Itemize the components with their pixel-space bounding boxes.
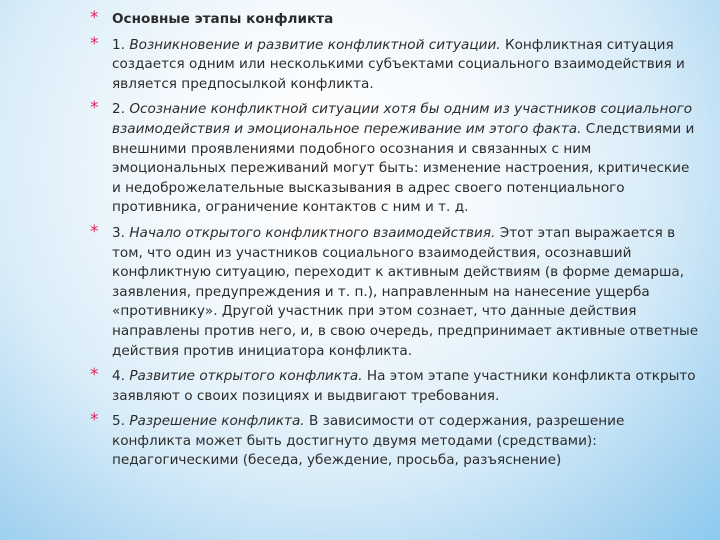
stage-text: Этот этап выражается в том, что один из участников социального взаимодействия, осознавший конфликтную ситуацию, переходит к активным действиям (в форме демарша, заявления, предупреждения и т. п.), направленным на нанесение ущерба «противнику». Другой участник при этом сознает, что данные действия направлены против него, и, в свою очередь, предпринимает активные ответные действия против инициатора конфликта. (112, 224, 699, 359)
stage-number: 3. (112, 224, 125, 241)
stage-number: 2. (112, 101, 125, 118)
stage-item-5 (90, 412, 700, 471)
bullet-icon: * (90, 33, 99, 54)
stage-term: Развитие открытого конфликта. (129, 368, 363, 385)
stage-text: В зависимости от содержания, разрешение конфликта может быть достигнуто двумя методами (средствами): педагогическими (беседа, убеждение, просьба, разъяснение) (112, 413, 625, 469)
title-item (90, 10, 700, 30)
stage-number: 4. (112, 368, 125, 385)
stage-term: Осознание конфликтной ситуации хотя бы одним из участников социального взаимодействия и эмоциональное переживание им этого факта. (112, 101, 693, 137)
stage-term: Разрешение конфликта. (129, 413, 305, 430)
bullet-icon: * (90, 98, 99, 119)
bullet-icon: * (90, 365, 99, 386)
stage-number: 1. (112, 36, 125, 53)
slide-content (90, 10, 700, 477)
stage-text: Конфликтная ситуация создается одним или несколькими субъектами социального взаимодействия и является предпосылкой конфликта. (112, 36, 685, 92)
bullet-icon: * (90, 221, 99, 242)
stage-term: Возникновение и развитие конфликтной ситуации. (129, 36, 501, 53)
stage-term: Начало открытого конфликтного взаимодействия. (129, 224, 496, 241)
bullet-icon: * (90, 410, 99, 431)
bullet-icon: * (90, 8, 99, 28)
stage-item-1 (90, 33, 700, 95)
stage-item-4 (90, 367, 700, 406)
stage-number: 5. (112, 413, 125, 430)
slide-title: Основные этапы конфликта (112, 11, 334, 27)
stage-item-2 (90, 100, 700, 218)
stage-item-3 (90, 221, 700, 361)
stage-text: Следствиями и внешними проявлениями подобного осознания и связанных с ним эмоциональных переживаний могут быть: изменение настроения, критические и недоброжелательные высказывания в адрес своего потенциального противника, ограничение контактов с ним и т. д. (112, 120, 695, 216)
stage-text: На этом этапе участники конфликта открыто заявляют о своих позициях и выдвигают требования. (112, 368, 696, 404)
